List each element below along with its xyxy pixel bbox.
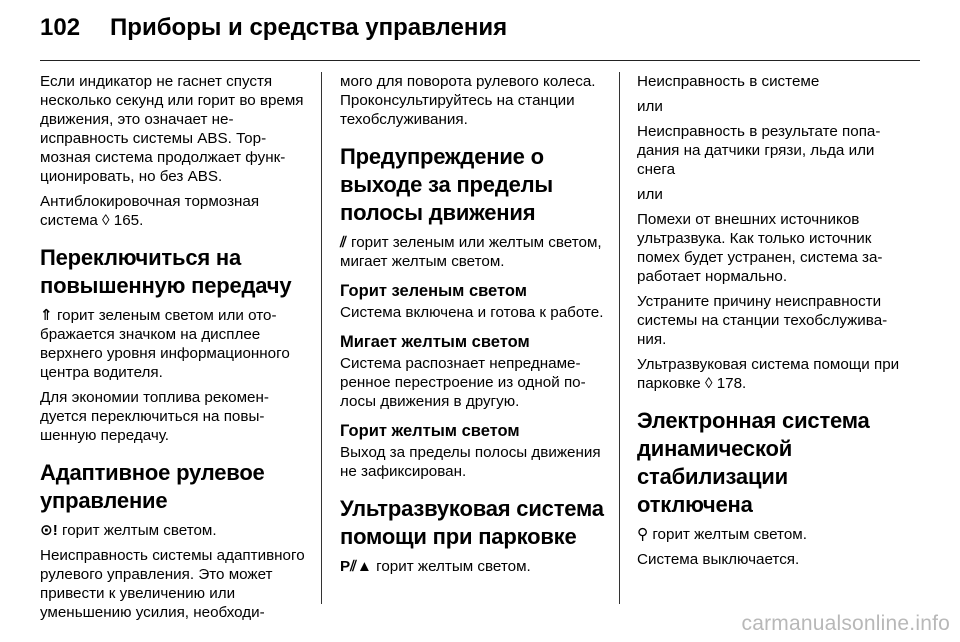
- esc-off-icon: ⚲: [637, 526, 649, 543]
- abs-paragraph: Если индикатор не гаснет спустя несколько секунд или горит во время движения, это означает неисправность системы ABS. Тормозная система продолжает функционировать, но без ABS.: [40, 73, 304, 185]
- column-divider-2: [619, 72, 620, 604]
- parking-indicator-text: горит желтым светом.: [371, 558, 531, 575]
- abs-reference: [40, 192, 310, 230]
- esc-indicator: [637, 525, 907, 544]
- fault-fix: Устраните причину неисправности системы на станции техобслуживания.: [637, 293, 888, 348]
- page-title: Приборы и средства управления: [110, 14, 508, 41]
- heading-esc-off: Электронная система динамической стабилизации отключена: [637, 408, 870, 517]
- blinking-yellow-text: Система распознает непреднамеренное перестроение из одной полосы движения в другую.: [340, 355, 586, 410]
- esc-indicator-text: горит желтым светом.: [648, 526, 807, 543]
- upshift-paragraph: [40, 306, 310, 382]
- steering-continued: мого для поворота рулевого колеса. Проконсультируйтесь на станции техобслуживания.: [340, 73, 596, 128]
- heading-parking-assist: Ультразвуковая система помощи при парковке: [340, 496, 604, 549]
- page-ref-icon: ◊: [102, 212, 110, 229]
- parking-reference: [637, 355, 907, 393]
- column-1: [40, 72, 310, 628]
- heading-upshift: Переключиться на повышенную передачу: [40, 245, 292, 298]
- page-header: [40, 14, 507, 50]
- upshift-advice: Для экономии топлива рекомендуется переключиться на повышенную передачу.: [40, 389, 269, 444]
- lane-indicator: [340, 233, 610, 271]
- parking-assist-icon: P⫽▲: [340, 558, 372, 575]
- parking-indicator: [340, 557, 610, 576]
- upshift-text: горит зеленым светом или отображается значком на дисплее верхнего уровня информационного центра водителя.: [40, 307, 290, 381]
- lane-indicator-text: горит зеленым или желтым светом, мигает желтым светом.: [340, 234, 602, 270]
- upshift-icon: ⇑: [40, 307, 53, 324]
- heading-lane-departure: Предупреждение о выходе за пределы полосы движения: [340, 144, 553, 225]
- page-number: 102: [40, 14, 81, 41]
- fault-system: Неисправность в системе: [637, 73, 820, 90]
- header-divider: [40, 60, 920, 61]
- column-2: [340, 72, 610, 582]
- fault-interference: Помехи от внешних источников ультразвука. Как только источник помех будет устранен, система заработает нормально.: [637, 211, 883, 285]
- lane-departure-icon: ⫽: [340, 234, 347, 251]
- steering-paragraph: Неисправность системы адаптивного рулевого управления. Это может привести к увеличению или уменьшению усилия, необходи-: [40, 547, 305, 621]
- esc-status: Система выключается.: [637, 551, 800, 568]
- steering-indicator-text: горит желтым светом.: [57, 522, 217, 539]
- heading-adaptive-steering: Адаптивное рулевое управление: [40, 460, 265, 513]
- abs-ref-text: Антиблокировочная тормозная система: [40, 193, 260, 229]
- parking-ref-text: Ультразвуковая система помощи при парковке: [637, 356, 900, 392]
- steering-indicator: [40, 521, 310, 540]
- heading-yellow: Горит желтым светом: [340, 422, 520, 440]
- watermark: carmanualsonline.info: [741, 612, 950, 635]
- fault-dirt: Неисправность в результате попадания на датчики грязи, льда или снега: [637, 123, 881, 178]
- or-2: или: [637, 186, 663, 203]
- green-text: Система включена и готова к работе.: [340, 304, 604, 321]
- parking-ref-page[interactable]: 178.: [716, 375, 747, 392]
- abs-ref-page[interactable]: 165.: [113, 212, 144, 229]
- or-1: или: [637, 98, 663, 115]
- heading-blinking-yellow: Мигает желтым светом: [340, 333, 530, 351]
- yellow-text: Выход за пределы полосы движения не зафиксирован.: [340, 444, 601, 480]
- column-divider-1: [321, 72, 322, 604]
- column-3: [637, 72, 907, 575]
- page-ref-icon: ◊: [704, 375, 713, 392]
- heading-green: Горит зеленым светом: [340, 282, 527, 300]
- steering-warning-icon: ⊙!: [40, 522, 58, 539]
